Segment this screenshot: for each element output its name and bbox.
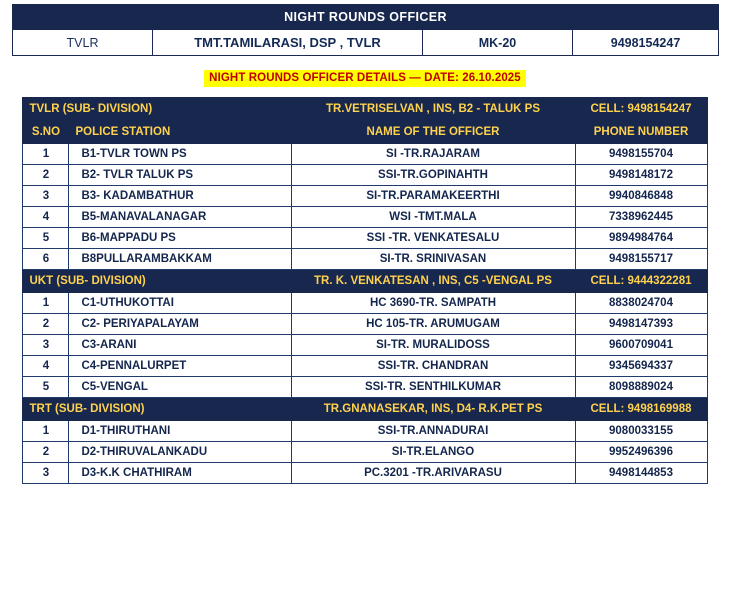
table-row	[23, 293, 707, 314]
sub-division-cell: CELL: 9498154247	[575, 98, 707, 121]
row-phone-number: 9952496396	[575, 442, 707, 463]
row-sno: 4	[23, 356, 69, 377]
date-banner-wrap	[12, 68, 718, 87]
row-police-station: C4-PENNALURPET	[69, 356, 291, 377]
row-police-station: C1-UTHUKOTTAI	[69, 293, 291, 314]
sub-division-officer: TR.VETRISELVAN , INS, B2 - TALUK PS	[291, 98, 575, 121]
row-sno: 2	[23, 442, 69, 463]
column-header-0: S.NO	[23, 121, 69, 144]
row-officer-name: SI-TR. SRINIVASAN	[291, 249, 575, 270]
column-header-2: NAME OF THE OFFICER	[291, 121, 575, 144]
row-phone-number: 9600709041	[575, 335, 707, 356]
row-police-station: B3- KADAMBATHUR	[69, 186, 291, 207]
row-sno: 4	[23, 207, 69, 228]
row-officer-name: HC 3690-TR. SAMPATH	[291, 293, 575, 314]
row-police-station: B2- TVLR TALUK PS	[69, 165, 291, 186]
date-banner: NIGHT ROUNDS OFFICER DETAILS — DATE: 26.10.2025	[204, 70, 526, 87]
sub-division-officer: TR.GNANASEKAR, INS, D4- R.K.PET PS	[291, 398, 575, 421]
table-row	[23, 377, 707, 398]
table-row	[23, 463, 707, 484]
row-sno: 3	[23, 335, 69, 356]
row-officer-name: SI -TR.RAJARAM	[291, 144, 575, 165]
row-officer-name: SSI-TR.GOPINAHTH	[291, 165, 575, 186]
row-police-station: C5-VENGAL	[69, 377, 291, 398]
row-sno: 2	[23, 165, 69, 186]
row-officer-name: HC 105-TR. ARUMUGAM	[291, 314, 575, 335]
sub-division-header-row	[23, 270, 707, 293]
row-phone-number: 9940846848	[575, 186, 707, 207]
header-values-row	[13, 30, 719, 56]
row-phone-number: 9498155704	[575, 144, 707, 165]
sub-division-header-row	[23, 398, 707, 421]
row-phone-number: 9498144853	[575, 463, 707, 484]
row-police-station: B6-MAPPADU PS	[69, 228, 291, 249]
header-officer-name-cell: TMT.TAMILARASI, DSP , TVLR	[153, 30, 423, 56]
row-officer-name: SSI-TR.ANNADURAI	[291, 421, 575, 442]
row-sno: 5	[23, 228, 69, 249]
row-sno: 1	[23, 293, 69, 314]
row-phone-number: 9498147393	[575, 314, 707, 335]
table-row	[23, 335, 707, 356]
row-officer-name: SSI -TR. VENKATESALU	[291, 228, 575, 249]
row-police-station: D2-THIRUVALANKADU	[69, 442, 291, 463]
row-phone-number: 9894984764	[575, 228, 707, 249]
row-police-station: D3-K.K CHATHIRAM	[69, 463, 291, 484]
table-row	[23, 186, 707, 207]
sub-division-label: TVLR (SUB- DIVISION)	[23, 98, 291, 121]
sub-division-officer: TR. K. VENKATESAN , INS, C5 -VENGAL PS	[291, 270, 575, 293]
row-officer-name: PC.3201 -TR.ARIVARASU	[291, 463, 575, 484]
sub-division-label: UKT (SUB- DIVISION)	[23, 270, 291, 293]
row-phone-number: 7338962445	[575, 207, 707, 228]
page-title: NIGHT ROUNDS OFFICER	[13, 5, 719, 30]
column-header-1: POLICE STATION	[69, 121, 291, 144]
row-phone-number: 9498155717	[575, 249, 707, 270]
row-police-station: B5-MANAVALANAGAR	[69, 207, 291, 228]
table-row	[23, 356, 707, 377]
table-row	[23, 165, 707, 186]
header-phone-cell: 9498154247	[573, 30, 719, 56]
row-officer-name: SI-TR.ELANGO	[291, 442, 575, 463]
table-row	[23, 228, 707, 249]
row-sno: 1	[23, 144, 69, 165]
row-sno: 2	[23, 314, 69, 335]
row-officer-name: SSI-TR. SENTHILKUMAR	[291, 377, 575, 398]
sub-division-cell: CELL: 9498169988	[575, 398, 707, 421]
table-row	[23, 249, 707, 270]
table-row	[23, 207, 707, 228]
row-police-station: C3-ARANI	[69, 335, 291, 356]
row-officer-name: SI-TR. MURALIDOSS	[291, 335, 575, 356]
column-header-row	[23, 121, 707, 144]
row-police-station: D1-THIRUTHANI	[69, 421, 291, 442]
night-rounds-officer-header-table	[12, 4, 719, 56]
table-row	[23, 144, 707, 165]
table-row	[23, 442, 707, 463]
table-row	[23, 314, 707, 335]
row-police-station: C2- PERIYAPALAYAM	[69, 314, 291, 335]
sub-division-label: TRT (SUB- DIVISION)	[23, 398, 291, 421]
sub-division-header-row	[23, 98, 707, 121]
row-officer-name: WSI -TMT.MALA	[291, 207, 575, 228]
row-sno: 6	[23, 249, 69, 270]
row-police-station: B8PULLARAMBAKKAM	[69, 249, 291, 270]
row-sno: 3	[23, 186, 69, 207]
row-phone-number: 8098889024	[575, 377, 707, 398]
header-code-cell: MK-20	[423, 30, 573, 56]
table-row	[23, 421, 707, 442]
row-sno: 1	[23, 421, 69, 442]
row-phone-number: 8838024704	[575, 293, 707, 314]
row-sno: 5	[23, 377, 69, 398]
column-header-3: PHONE NUMBER	[575, 121, 707, 144]
row-police-station: B1-TVLR TOWN PS	[69, 144, 291, 165]
row-phone-number: 9080033155	[575, 421, 707, 442]
row-phone-number: 9345694337	[575, 356, 707, 377]
row-officer-name: SI-TR.PARAMAKEERTHI	[291, 186, 575, 207]
header-title-row	[13, 5, 719, 30]
night-rounds-details-table	[22, 97, 707, 484]
row-officer-name: SSI-TR. CHANDRAN	[291, 356, 575, 377]
header-district-cell: TVLR	[13, 30, 153, 56]
row-sno: 3	[23, 463, 69, 484]
sub-division-cell: CELL: 9444322281	[575, 270, 707, 293]
row-phone-number: 9498148172	[575, 165, 707, 186]
